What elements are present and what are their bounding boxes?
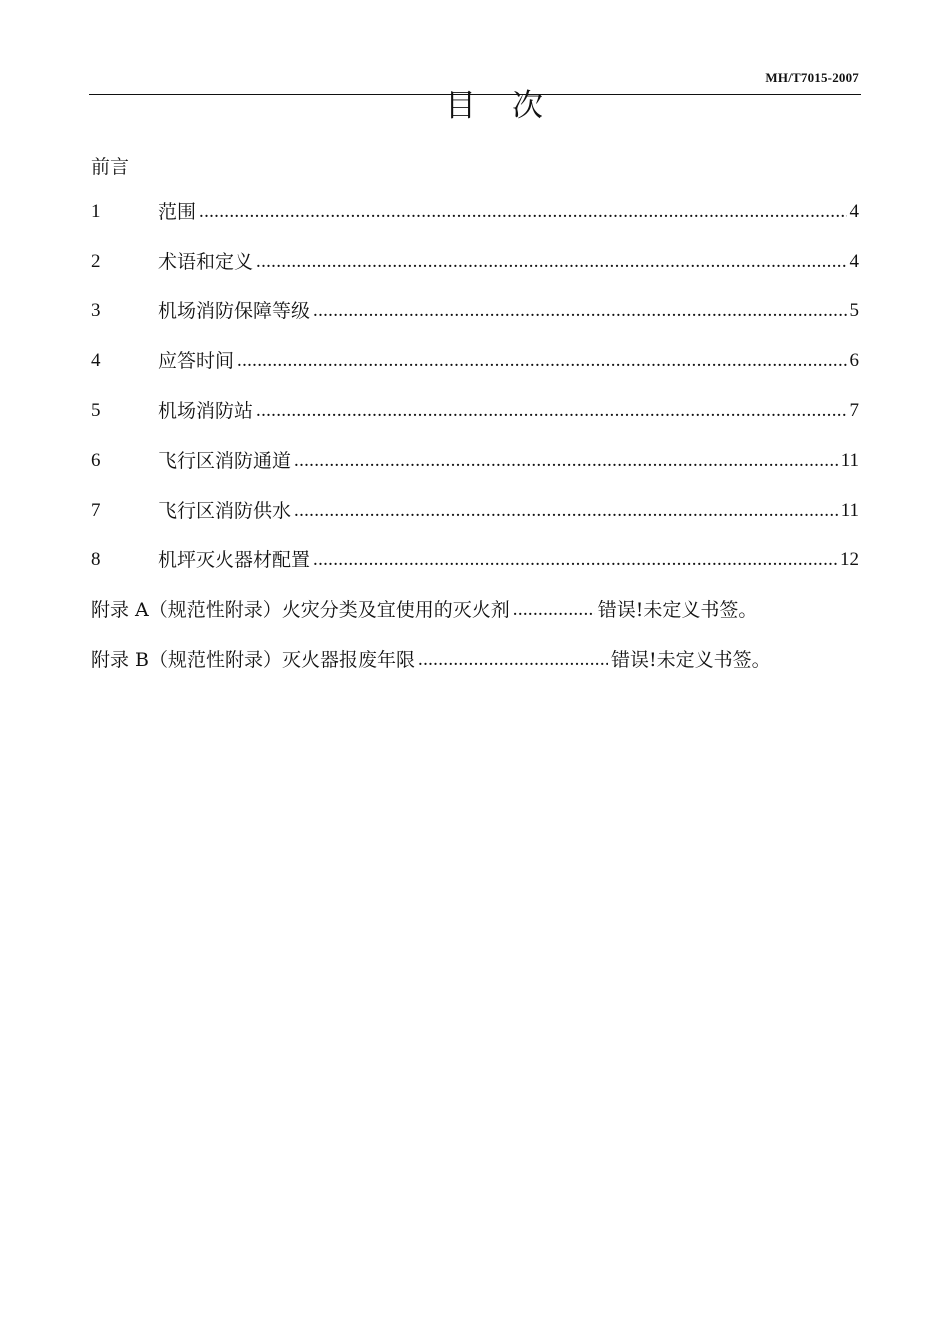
toc-leader-dots — [418, 648, 608, 672]
toc-label: 应答时间 — [158, 350, 235, 373]
toc-item-appendix-b[interactable] — [91, 635, 859, 685]
toc-page-reference: 错误!未定义书签。 — [597, 599, 758, 622]
toc-page-reference: 错误!未定义书签。 — [611, 649, 771, 672]
toc-label: 飞行区消防通道 — [158, 449, 292, 472]
toc-label: 机场消防站 — [158, 400, 254, 423]
toc-leader-dots — [256, 399, 846, 423]
toc-label: 机坪灭火器材配置 — [158, 549, 311, 572]
toc-number: 6 — [91, 449, 101, 471]
toc-number: 1 — [91, 200, 101, 222]
toc-label: 附录 B（规范性附录）灭火器报废年限 — [91, 649, 416, 672]
toc-item-appendix-a[interactable] — [91, 585, 859, 635]
toc-leader-dots — [237, 349, 846, 373]
toc-number: 5 — [91, 400, 101, 422]
toc-page-number: 4 — [849, 200, 859, 222]
toc-label: 飞行区消防供水 — [158, 499, 292, 522]
toc-item-4[interactable] — [91, 336, 859, 386]
toc-label: 前言 — [91, 156, 130, 178]
toc-label: 附录 A（规范性附录）火灾分类及宜使用的灭火剂 — [91, 599, 510, 622]
toc-item-7[interactable] — [91, 486, 859, 536]
toc-page-number: 11 — [840, 449, 859, 471]
toc-item-preface[interactable] — [91, 147, 859, 187]
toc-leader-dots — [313, 548, 837, 572]
table-of-contents — [91, 147, 859, 685]
toc-leader-dots — [294, 449, 838, 473]
toc-item-6[interactable] — [91, 436, 859, 486]
toc-number: 3 — [91, 300, 101, 322]
toc-label: 机场消防保障等级 — [158, 300, 311, 323]
toc-label: 范围 — [158, 200, 197, 223]
toc-leader-dots — [294, 499, 838, 523]
toc-number: 2 — [91, 250, 101, 272]
toc-page-number: 4 — [849, 250, 859, 272]
toc-page-number: 12 — [840, 549, 859, 571]
toc-leader-dots — [199, 200, 846, 224]
toc-page-number: 11 — [840, 499, 859, 521]
toc-page-number: 6 — [849, 350, 859, 372]
toc-number: 7 — [91, 499, 101, 521]
toc-item-2[interactable] — [91, 237, 859, 287]
toc-item-3[interactable] — [91, 287, 859, 337]
page-title: 目次 — [445, 88, 579, 124]
toc-leader-dots — [256, 250, 846, 274]
toc-page-number: 7 — [849, 400, 859, 422]
toc-label: 术语和定义 — [158, 250, 254, 273]
toc-number: 4 — [91, 350, 101, 372]
toc-number: 8 — [91, 549, 101, 571]
toc-item-1[interactable] — [91, 187, 859, 237]
standard-code: MH/T7015-2007 — [765, 70, 859, 85]
toc-page-number: 5 — [849, 300, 859, 322]
toc-item-8[interactable] — [91, 536, 859, 586]
toc-item-5[interactable] — [91, 386, 859, 436]
toc-leader-dots — [513, 598, 595, 622]
toc-leader-dots — [313, 299, 846, 323]
